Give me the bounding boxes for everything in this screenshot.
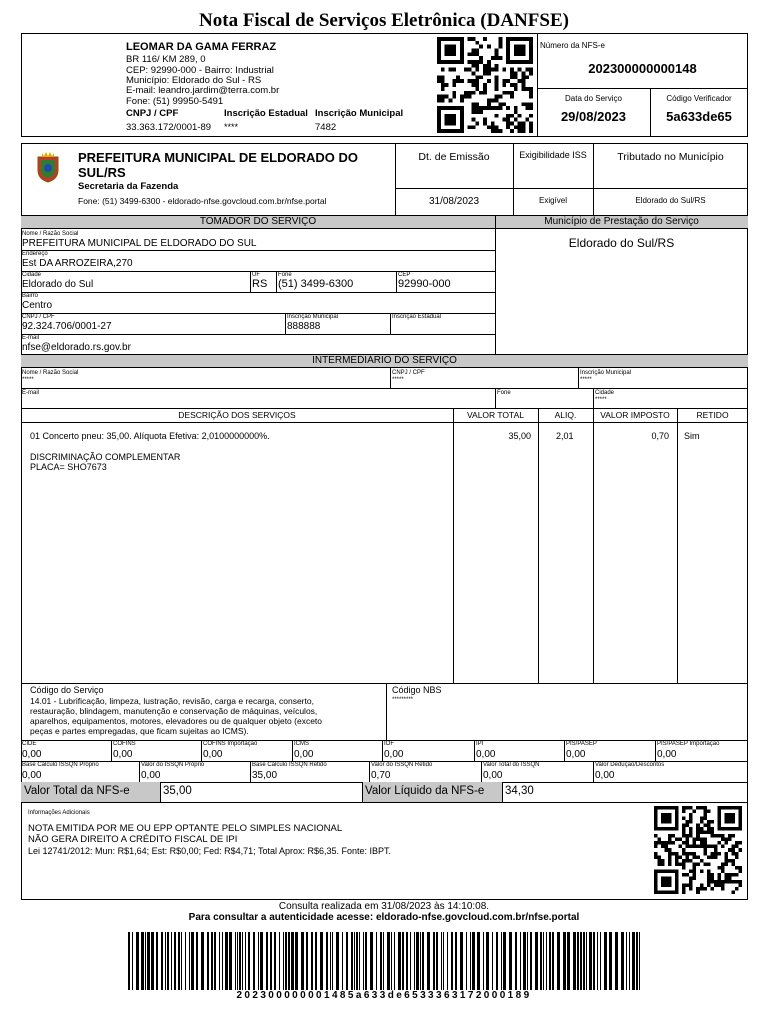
tomador-fone-label: Fone	[278, 272, 292, 278]
codigo-servico-label: Código do Serviço	[30, 685, 104, 695]
pis-label: PIS/PASEP	[566, 741, 597, 747]
tomador-endereco-label: Endereço	[22, 251, 48, 257]
prestador-nome: LEOMAR DA GAMA FERRAZ	[126, 41, 277, 53]
intermediario-nome: *****	[22, 377, 34, 383]
prestador-cep: CEP: 92990-000 - Bairro: Industrial	[126, 65, 274, 76]
tomador-uf-label: UF	[252, 272, 260, 278]
icms: 0,00	[294, 749, 314, 760]
qr-code-icon	[653, 806, 743, 894]
iof: 0,00	[384, 749, 404, 760]
codigo-servico-linha3: aparelhos, equipamentos, motores, elevadores ou de qualquer objeto (exceto	[30, 716, 323, 726]
valor-deducao: 0,00	[595, 770, 615, 781]
tomador-im: 888888	[287, 321, 321, 332]
prestador-im-label: Inscrição Municipal	[315, 108, 404, 119]
prestador-email: E-mail: leandro.jardim@terra.com.br	[126, 85, 280, 96]
prefeitura-nome: PREFEITURA MUNICIPAL DE ELDORADO DO SUL/RS	[78, 150, 358, 180]
col-retido: RETIDO	[696, 410, 729, 420]
tributado-label: Tributado no Município	[617, 151, 724, 163]
intermediario-email-label: E-mail	[22, 390, 40, 396]
intermediario-header: INTERMEDIÁRIO DO SERVIÇO	[312, 355, 457, 366]
consulta-realizada: Consulta realizada em 31/08/2023 às 14:10:08.	[278, 901, 490, 912]
data-servico: 29/08/2023	[560, 109, 627, 124]
icms-label: ICMS	[294, 741, 309, 747]
tomador-header: TOMADOR DO SERVIÇO	[199, 216, 317, 227]
codigo-servico-linha4: peças e partes empregadas, que ficam sujeitas ao ICMS).	[30, 726, 249, 736]
cide-label: CIDE	[22, 741, 37, 747]
base-issqn-retido: 35,00	[252, 770, 278, 781]
valor-total-nfse: 35,00	[163, 785, 192, 797]
tomador-nome-label: Nome / Razão Social	[22, 231, 79, 237]
tomador-cnpj: 92.324.706/0001-27	[22, 321, 112, 332]
pis-importacao: 0,00	[657, 749, 677, 760]
tomador-fone: (51) 3499-6300	[278, 278, 354, 290]
numero-nfse-label: Número da NFS-e	[540, 41, 605, 50]
tomador-cnpj-label: CNPJ / CPF	[22, 314, 55, 320]
tomador-email-label: E-mail	[22, 335, 40, 341]
tomador-cep-label: CEP	[398, 272, 411, 278]
tomador-bairro: Centro	[22, 300, 53, 311]
dt-emissao-label: Dt. de Emissão	[418, 151, 490, 163]
tomador-endereco: Est DA ARROZEIRA,270	[22, 258, 133, 269]
coat-of-arms-icon	[35, 151, 61, 183]
tomador-uf: RS	[252, 278, 268, 290]
cofins-label: COFINS	[113, 741, 136, 747]
cofins-importacao-label: COFINS Importação	[203, 741, 258, 747]
info-linha3: Lei 12741/2012: Mun: R$1,64; Est: R$0,00; Fed: R$4,71; Total Aprox: R$6,35. Fonte: IBPT.	[28, 846, 392, 856]
prestador-municipio: Município: Eldorado do Sul - RS	[126, 75, 262, 86]
intermediario-cidade-label: Cidade	[595, 390, 615, 396]
pis-importacao-label: PIS/PASEP Importação	[657, 741, 720, 747]
tomador-email: nfse@eldorado.rs.gov.br	[22, 342, 131, 353]
valor-liquido-nfse: 34,30	[505, 785, 534, 797]
col-valor-total: VALOR TOTAL	[466, 410, 524, 420]
info-linha1: NOTA EMITIDA POR ME OU EPP OPTANTE PELO SIMPLES NACIONAL	[28, 823, 343, 834]
cofins: 0,00	[113, 749, 133, 760]
base-issqn-proprio: 0,00	[22, 770, 42, 781]
tomador-ie-label: Inscrição Estadual	[392, 314, 442, 320]
prestador-im: 7482	[315, 122, 337, 133]
pis: 0,00	[566, 749, 586, 760]
intermediario-cnpj: *****	[392, 377, 404, 383]
prestador-cnpj-label: CNPJ / CPF	[126, 108, 179, 119]
prestador-cnpj: 33.363.172/0001-89	[126, 122, 212, 133]
tomador-im-label: Inscrição Municipal	[287, 314, 339, 320]
exigibilidade-label: Exigibilidade ISS	[519, 150, 587, 160]
valor-total-issqn-label: Valor Total do ISSQN	[483, 762, 540, 768]
servico-aliq: 2,01	[556, 431, 574, 441]
codigo-verificador-label: Código Verificador	[666, 94, 732, 103]
placa: PLACA= SHO7673	[30, 462, 107, 472]
base-issqn-proprio-label: Base Cálculo ISSQN Próprio	[22, 762, 99, 768]
municipio-prestacao-header: Município de Prestação do Serviço	[544, 216, 699, 227]
prestador-ie: ****	[224, 122, 239, 132]
ipi: 0,00	[476, 749, 496, 760]
iof-label: IOF	[384, 741, 394, 747]
autenticidade: Para consultar a autenticidade acesse: eldorado-nfse.govcloud.com.br/nfse.portal	[188, 912, 580, 923]
tributado: Eldorado do Sul/RS	[635, 196, 706, 205]
servico-retido: Sim	[684, 431, 700, 441]
codigo-servico-linha2: restauração, blindagem, manutenção e conservação de máquinas, veículos,	[30, 706, 318, 716]
tomador-bairro-label: Bairro	[22, 293, 39, 299]
tomador-cidade: Eldorado do Sul	[22, 279, 94, 290]
col-aliq: ALIQ.	[554, 410, 577, 420]
valor-issqn-proprio: 0,00	[141, 770, 161, 781]
qr-code-icon	[436, 37, 534, 133]
info-linha2: NÃO GERA DIREITO A CRÉDITO FISCAL DE IPI	[28, 834, 238, 845]
codigo-servico-linha1: 14.01 - Lubrificação, limpeza, lustração, revisão, carga e recarga, conserto,	[30, 696, 314, 706]
servico-item-desc: 01 Concerto pneu: 35,00. Alíquota Efetiva: 2,0100000000%.	[30, 431, 270, 441]
servico-valor-imposto: 0,70	[651, 431, 669, 441]
exigibilidade: Exigível	[538, 196, 567, 205]
col-descricao: DESCRIÇÃO DOS SERVIÇOS	[178, 410, 296, 420]
intermediario-im-label: Inscrição Municipal	[580, 370, 632, 376]
cide: 0,00	[22, 749, 42, 760]
dt-emissao: 31/08/2023	[428, 196, 480, 207]
tomador-nome: PREFEITURA MUNICIPAL DE ELDORADO DO SUL	[22, 238, 257, 249]
valor-issqn-retido-label: Valor do ISSQN Retido	[371, 762, 433, 768]
tomador-cep: 92990-000	[398, 278, 451, 290]
codigo-nbs: *********	[392, 697, 414, 703]
intermediario-cnpj-label: CNPJ / CPF	[392, 370, 425, 376]
valor-liquido-nfse-label: Valor Líquido da NFS-e	[365, 785, 485, 797]
valor-issqn-retido: 0,70	[371, 770, 391, 781]
valor-issqn-proprio-label: Valor do ISSQN Próprio	[141, 762, 205, 768]
prestador-endereco: BR 116/ KM 289, 0	[126, 54, 206, 65]
intermediario-nome-label: Nome / Razão Social	[22, 370, 79, 376]
barcode-number: 202300000001485a633de6533363172000189	[236, 990, 532, 1001]
barcode-icon	[128, 932, 640, 990]
valor-total-issqn: 0,00	[483, 770, 503, 781]
base-issqn-retido-label: Base Cálculo ISSQN Retido	[252, 762, 327, 768]
prefeitura-contato: Fone: (51) 3499-6300 - eldorado-nfse.govcloud.com.br/nfse.portal	[78, 196, 327, 206]
municipio-prestacao: Eldorado do Sul/RS	[568, 236, 675, 250]
codigo-nbs-label: Código NBS	[392, 685, 442, 695]
cofins-importacao: 0,00	[203, 749, 223, 760]
intermediario-im: *****	[580, 377, 592, 383]
prestador-fone: Fone: (51) 99950-5491	[126, 96, 224, 107]
secretaria: Secretaria da Fazenda	[78, 181, 179, 192]
codigo-verificador: 5a633de65	[666, 109, 732, 124]
discriminacao: DISCRIMINAÇÃO COMPLEMENTAR	[30, 452, 181, 462]
intermediario-fone-label: Fone	[497, 390, 511, 396]
intermediario-cidade: *****	[595, 397, 607, 403]
valor-total-nfse-label: Valor Total da NFS-e	[24, 785, 130, 797]
valor-deducao-label: Valor Dedução/Descontos	[595, 762, 665, 768]
col-valor-imposto: VALOR IMPOSTO	[600, 410, 670, 420]
data-servico-label: Data do Serviço	[565, 94, 622, 103]
servico-valor-total: 35,00	[508, 431, 531, 441]
numero-nfse: 202300000000148	[588, 61, 697, 76]
ipi-label: IPI	[476, 741, 484, 747]
tomador-cidade-label: Cidade	[22, 272, 42, 278]
document-title: Nota Fiscal de Serviços Eletrônica (DANFSE)	[199, 10, 569, 31]
prestador-ie-label: Inscrição Estadual	[224, 108, 308, 119]
info-adicionais-label: Informações Adicionais	[28, 810, 90, 816]
